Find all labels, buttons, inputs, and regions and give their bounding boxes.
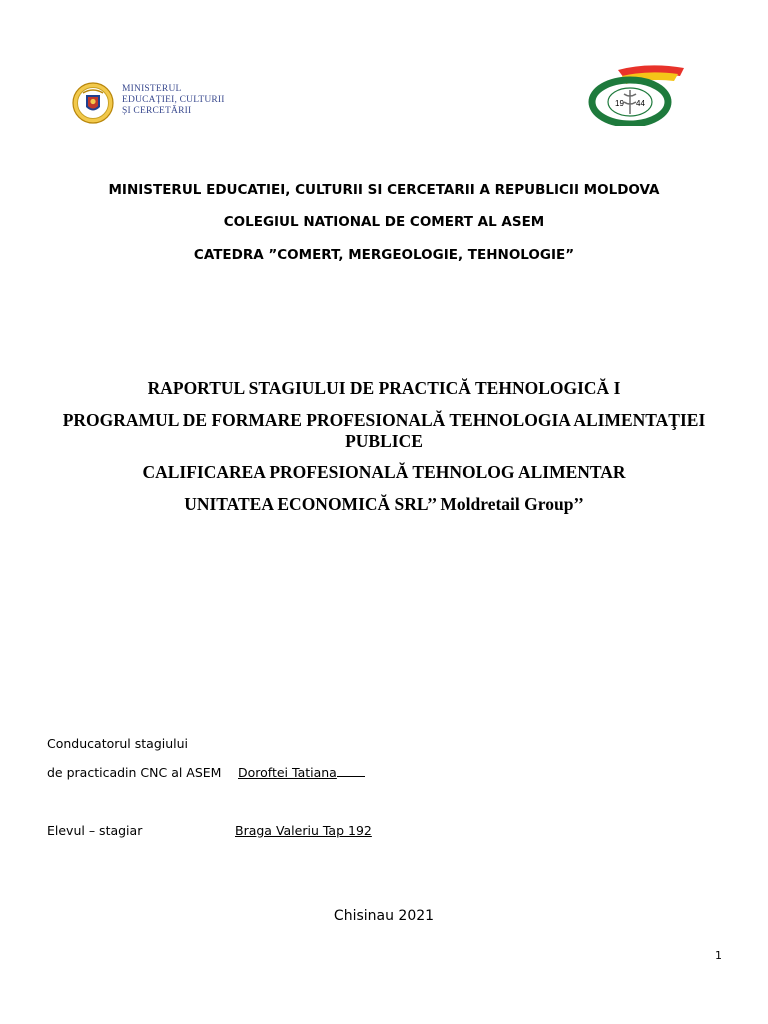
supervisor-name: Doroftei Tatiana: [238, 765, 337, 780]
economic-unit-title: UNITATEA ECONOMICĂ SRL’’ Moldretail Group’’: [184, 494, 584, 514]
program-title: PROGRAMUL DE FORMARE PROFESIONALĂ TEHNOLOGIA ALIMENTAŢIEI PUBLICE: [62, 410, 706, 451]
page-number: 1: [715, 949, 722, 962]
ministry-logo: [72, 78, 232, 128]
student-name: Braga Valeriu Tap 192: [235, 823, 372, 838]
supervisor-label-line1: Conducatorul stagiului: [47, 736, 189, 751]
header-department: CATEDRA ”COMERT, MERGEOLOGIE, TEHNOLOGIE”: [193, 247, 575, 263]
header-ministry: MINISTERUL EDUCATIEI, CULTURII SI CERCETARII A REPUBLICII MOLDOVA: [108, 182, 660, 198]
qualification-title: CALIFICAREA PROFESIONALĂ TEHNOLOG ALIMENTAR: [142, 462, 626, 482]
college-year-right: 44: [636, 99, 645, 108]
student-label: Elevul – stagiar: [47, 823, 143, 838]
ministry-logo-line1: MINISTERUL: [122, 84, 182, 94]
report-title: RAPORTUL STAGIULUI DE PRACTICĂ TEHNOLOGICĂ I: [147, 378, 621, 398]
header-college: COLEGIUL NATIONAL DE COMERT AL ASEM: [223, 214, 545, 230]
signature-line: [337, 765, 365, 777]
college-year-left: 19: [615, 99, 624, 108]
supervisor-label-line2: de practicadin CNC al ASEM: [47, 765, 222, 780]
college-emblem-icon: [588, 64, 688, 126]
city-year: Chisinau 2021: [333, 908, 435, 924]
supervisor-name-field: [238, 765, 365, 780]
ministry-logo-line2: EDUCAȚIEI, CULTURII: [122, 95, 225, 105]
moldova-coat-of-arms-icon: [72, 80, 114, 126]
ministry-logo-line3: ȘI CERCETĂRII: [122, 106, 192, 116]
